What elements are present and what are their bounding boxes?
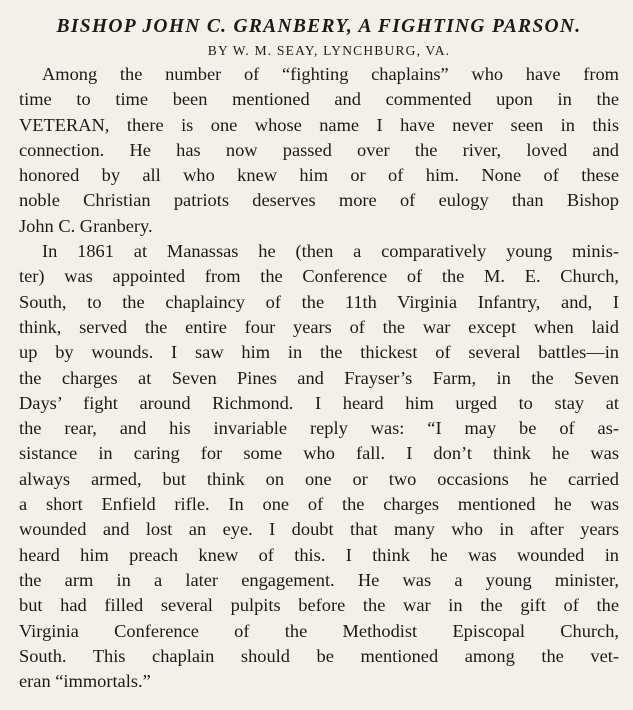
text-line: In 1861 at Manassas he (then a comparatively young minis- xyxy=(42,241,619,262)
text-line: the charges at Seven Pines and Frayser’s Farm, in the Seven xyxy=(19,367,619,388)
paragraph-2 xyxy=(19,239,619,694)
text-line: South, to the chaplaincy of the 11th Virginia Infantry, and, I xyxy=(19,291,619,312)
text-line: ter) was appointed from the Conference of the M. E. Church, xyxy=(19,266,619,287)
text-line: think, served the entire four years of the war except when laid xyxy=(19,316,619,337)
paragraph-1 xyxy=(19,62,619,239)
text-line: VETERAN, there is one whose name I have never seen in this xyxy=(19,114,619,135)
text-line: connection. He has now passed over the river, loved and xyxy=(19,139,619,160)
text-line: John C. Granbery. xyxy=(19,215,153,236)
text-line: up by wounds. I saw him in the thickest of several battles—in xyxy=(19,342,619,363)
text-line: eran “immortals.” xyxy=(19,671,151,692)
text-line: a short Enfield rifle. In one of the charges mentioned he was xyxy=(19,494,619,515)
article-title: BISHOP JOHN C. GRANBERY, A FIGHTING PARSON. xyxy=(56,16,582,37)
text-line: always armed, but think on one or two occasions he carried xyxy=(19,468,619,489)
text-line: time to time been mentioned and commented upon in the xyxy=(19,89,619,110)
text-line: Among the number of “fighting chaplains” who have from xyxy=(42,64,619,84)
text-line: wounded and lost an eye. I doubt that many who in after years xyxy=(19,519,619,540)
text-line: but had filled several pulpits before the war in the gift of the xyxy=(19,595,619,616)
text-line: heard him preach knew of this. I think he was wounded in xyxy=(19,544,619,565)
text-line: the arm in a later engagement. He was a young minister, xyxy=(19,569,619,590)
text-line: South. This chaplain should be mentioned among the vet- xyxy=(19,645,619,666)
text-line: Virginia Conference of the Methodist Episcopal Church, xyxy=(19,620,619,641)
text-line: Days’ fight around Richmond. I heard him urged to stay at xyxy=(19,392,619,413)
text-line: honored by all who knew him or of him. None of these xyxy=(19,165,619,186)
text-line: sistance in caring for some who fall. I don’t think he was xyxy=(19,443,619,464)
article-byline: BY W. M. SEAY, LYNCHBURG, VA. xyxy=(207,43,451,58)
text-line: noble Christian patriots deserves more of eulogy than Bishop xyxy=(19,190,619,211)
text-line: the rear, and his invariable reply was: “I may be of as- xyxy=(19,418,619,439)
